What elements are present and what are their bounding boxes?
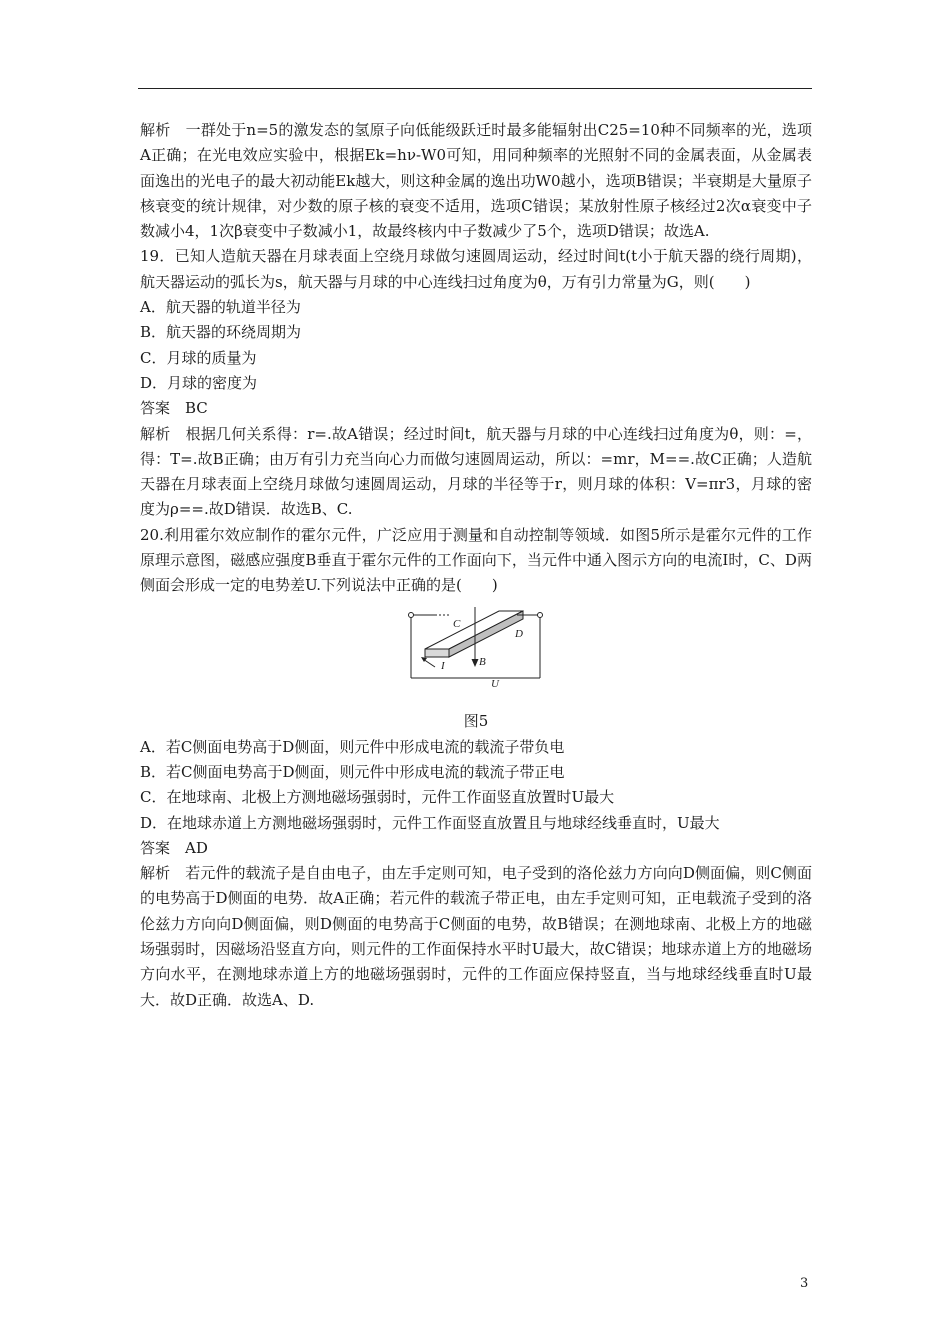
label-i: I bbox=[441, 659, 445, 672]
analysis-q18: 解析 一群处于n=5的激发态的氢原子向低能级跃迁时最多能辐射出C25=10种不同频率的光，选项A正确；在光电效应实验中，根据Ek=hν-W0可知，用同种频率的光照射不同的金属表面，从金属表面逸出的光电子的最大初动能Ek越大，则这种金属的逸出功W0越小，选项B错误；半衰期是大量原子核衰变的统计规律，对少数的原子核的衰变不适用，选项C错误；某放射性原子核经过2次α衰变中子数减小4，1次β衰变中子数减小1，故最终核内中子数减少了5个，选项D错误；故选A. bbox=[140, 121, 812, 241]
option-20b: B．若C侧面电势高于D侧面，则元件中形成电流的载流子带正电 bbox=[140, 762, 565, 781]
option-19d: D．月球的密度为 bbox=[140, 373, 258, 392]
option-19b: B．航天器的环绕周期为 bbox=[140, 323, 302, 342]
answer-19: 答案 BC bbox=[140, 399, 208, 418]
hall-element-diagram bbox=[405, 607, 547, 707]
label-c: C bbox=[453, 617, 461, 630]
page-content bbox=[140, 118, 812, 1013]
question-19: 19．已知人造航天器在月球表面上空绕月球做匀速圆周运动，经过时间t(t小于航天器的绕行周期)，航天器运动的弧长为s，航天器与月球的中心连线扫过角度为θ，万有引力常量为G，则( ) bbox=[140, 247, 812, 291]
label-b: B bbox=[479, 655, 486, 668]
option-19c: C．月球的质量为 bbox=[140, 348, 257, 367]
hall-element-figure bbox=[140, 599, 812, 735]
page-number: 3 bbox=[800, 1276, 809, 1291]
option-19a: A．航天器的轨道半径为 bbox=[140, 298, 301, 317]
header-rule bbox=[138, 88, 812, 89]
option-20c: C．在地球南、北极上方测地磁场强弱时，元件工作面竖直放置时U最大 bbox=[140, 788, 615, 807]
option-20a: A．若C侧面电势高于D侧面，则元件中形成电流的载流子带负电 bbox=[140, 737, 565, 756]
option-20d: D．在地球赤道上方测地磁场强弱时，元件工作面竖直放置且与地球经线垂直时，U最大 bbox=[140, 813, 720, 832]
label-d: D bbox=[515, 627, 523, 640]
analysis-q20: 解析 若元件的载流子是自由电子，由左手定则可知，电子受到的洛伦兹力方向向D侧面偏，则C侧面的电势高于D侧面的电势．故A正确；若元件的载流子带正电，由左手定则可知，正电载流子受到的洛伦兹力方向向D侧面偏，则D侧面的电势高于C侧面的电势，故B错误；在测地球南、北极上方的地磁场强弱时，因磁场沿竖直方向，则元件的工作面保持水平时U最大，故C错误；地球赤道上方的地磁场方向水平，在测地球赤道上方的地磁场强弱时，元件的工作面应保持竖直，当与地球经线垂直时U最大．故D正确．故选A、D. bbox=[140, 864, 812, 1009]
figure-caption: 图5 bbox=[463, 711, 489, 730]
question-20: 20.利用霍尔效应制作的霍尔元件，广泛应用于测量和自动控制等领域．如图5所示是霍尔元件的工作原理示意图，磁感应强度B垂直于霍尔元件的工作面向下，当元件中通入图示方向的电流I时，C、D两侧面会形成一定的电势差U.下列说法中正确的是( ) bbox=[140, 525, 812, 595]
answer-20: 答案 AD bbox=[140, 838, 208, 857]
label-u: U bbox=[491, 677, 499, 690]
analysis-q19: 解析 根据几何关系得：r=.故A错误；经过时间t，航天器与月球的中心连线扫过角度为θ，则：=，得：T=.故B正确；由万有引力充当向心力而做匀速圆周运动，所以：=mr，M==.故C正确；人造航天器在月球表面上空绕月球做匀速圆周运动，月球的半径等于r，则月球的体积：V=πr3，月球的密度为ρ==.故D错误．故选B、C. bbox=[140, 424, 812, 519]
